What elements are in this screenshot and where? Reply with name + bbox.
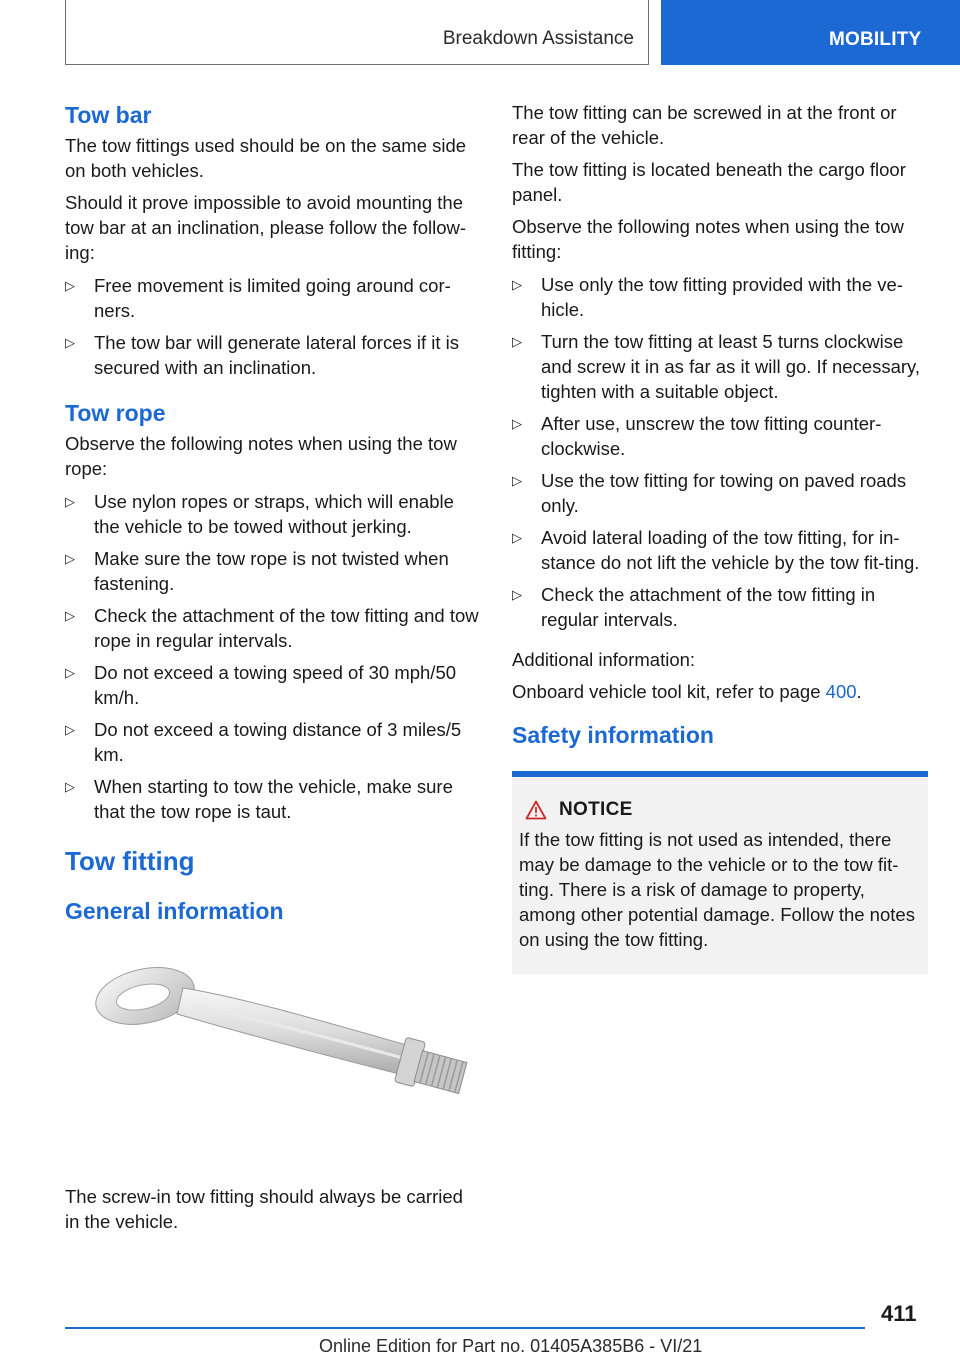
- tow-bar-heading: Tow bar: [65, 102, 152, 128]
- tool-kit-reference: [512, 679, 928, 704]
- right-paragraph-1: The tow fitting can be screwed in at the front or rear of the vehicle.: [512, 102, 897, 148]
- right-paragraph-3: Observe the following notes when using the tow fitting:: [512, 216, 904, 262]
- tow-fitting-list: [512, 272, 928, 632]
- list-item: ▷ When starting to tow the vehicle, make sure that the tow rope is taut.: [65, 776, 453, 822]
- tow-rope-paragraph: Observe the following notes when using the tow rope:: [65, 433, 457, 479]
- list-item: ▷ Use only the tow fitting provided with the ve-hicle.: [512, 274, 903, 320]
- notice-title: NOTICE: [559, 799, 633, 820]
- list-item: ▷ Use nylon ropes or straps, which will enable the vehicle to be towed without jerking.: [65, 491, 454, 537]
- triangle-right-outline-icon: ▷: [512, 587, 522, 602]
- additional-information-label: Additional information:: [512, 649, 696, 670]
- triangle-right-outline-icon: ▷: [65, 665, 75, 680]
- list-item: ▷ Make sure the tow rope is not twisted when fastening.: [65, 548, 449, 594]
- page-link-400[interactable]: 400: [825, 681, 857, 702]
- list-item: ▷ Check the attachment of the tow fitting in regular intervals.: [512, 584, 876, 630]
- tow-bar-paragraph-2: Should it prove impossible to avoid mounting the tow bar at an inclination, please follow the follow-ing:: [65, 192, 467, 263]
- list-item: ▷ After use, unscrew the tow fitting counter-clockwise.: [512, 413, 882, 459]
- tow-fitting-caption: The screw-in tow fitting should always be carried in the vehicle.: [65, 1186, 463, 1232]
- tool-kit-reference-text: Onboard vehicle tool kit, refer to page: [512, 681, 826, 702]
- right-column: [512, 100, 928, 974]
- notice-header: [519, 799, 920, 821]
- header-chapter-tab[interactable]: [661, 0, 960, 65]
- safety-information-heading: Safety information: [512, 722, 714, 748]
- triangle-right-outline-icon: ▷: [65, 335, 75, 350]
- notice-box: [512, 771, 928, 974]
- tow-bar-list: [65, 273, 480, 380]
- tow-rope-list: [65, 489, 480, 824]
- footer-edition: Online Edition for Part no. 01405A385B6 - VI/21: [319, 1336, 703, 1356]
- tow-rope-heading: Tow rope: [65, 400, 166, 426]
- tow-bar-paragraph-1: The tow fittings used should be on the same side on both vehicles.: [65, 135, 467, 181]
- notice-text: If the tow fitting is not used as intended, there may be damage to the vehicle or to the tow fit-ting. There is a risk of damage to property, among other potential damage. Follow the notes on using the tow fitting.: [519, 829, 915, 950]
- list-item: ▷ Use the tow fitting for towing on paved roads only.: [512, 470, 907, 516]
- triangle-right-outline-icon: ▷: [512, 473, 522, 488]
- list-item: ▷ Free movement is limited going around cor-ners.: [65, 275, 451, 321]
- tool-kit-reference-end: .: [856, 681, 862, 702]
- tow-fitting-heading: Tow fitting: [65, 846, 195, 876]
- triangle-right-outline-icon: ▷: [65, 278, 75, 293]
- list-item: ▷ Turn the tow fitting at least 5 turns clockwise and screw it in as far as it will go. If necessary, tighten with a suitable object.: [512, 331, 921, 402]
- triangle-right-outline-icon: ▷: [65, 779, 75, 794]
- triangle-right-outline-icon: ▷: [512, 416, 522, 431]
- footer-divider: [65, 1327, 865, 1329]
- page-header: [0, 0, 960, 66]
- triangle-right-outline-icon: ▷: [65, 551, 75, 566]
- warning-triangle-icon: [525, 800, 547, 820]
- page-number: 411: [881, 1301, 917, 1326]
- triangle-right-outline-icon: ▷: [512, 530, 522, 545]
- header-section-box: [65, 0, 649, 65]
- tow-fitting-image: [65, 946, 480, 1176]
- left-column: [65, 100, 480, 1241]
- list-item: ▷ Do not exceed a towing distance of 3 miles/5 km.: [65, 719, 462, 765]
- triangle-right-outline-icon: ▷: [65, 494, 75, 509]
- header-section-title: Breakdown Assistance: [442, 28, 634, 49]
- triangle-right-outline-icon: ▷: [65, 722, 75, 737]
- list-item: ▷ Avoid lateral loading of the tow fitting, for in-stance do not lift the vehicle by the tow fit-ting.: [512, 527, 920, 573]
- list-item: ▷ Do not exceed a towing speed of 30 mph/50 km/h.: [65, 662, 457, 708]
- triangle-right-outline-icon: ▷: [512, 334, 522, 349]
- list-item: ▷ Check the attachment of the tow fitting and tow rope in regular intervals.: [65, 605, 479, 651]
- general-information-heading: General information: [65, 898, 284, 924]
- header-chapter-label: MOBILITY: [829, 29, 922, 50]
- list-item: ▷ The tow bar will generate lateral forces if it is secured with an inclination.: [65, 332, 460, 378]
- right-paragraph-2: The tow fitting is located beneath the cargo floor panel.: [512, 159, 906, 205]
- triangle-right-outline-icon: ▷: [512, 277, 522, 292]
- tow-fitting-illustration: [65, 946, 480, 1176]
- triangle-right-outline-icon: ▷: [65, 608, 75, 623]
